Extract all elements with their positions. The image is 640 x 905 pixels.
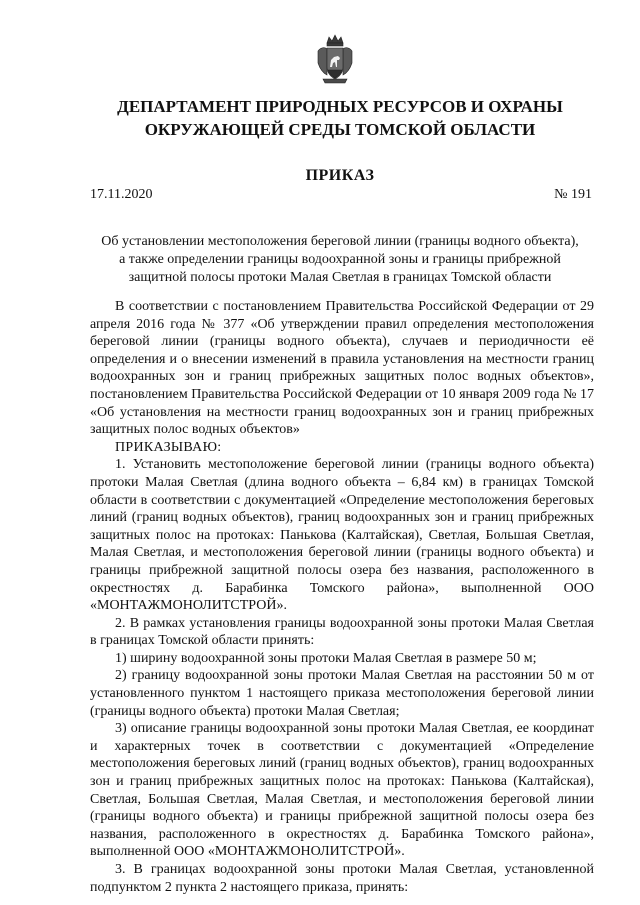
prikazyvayu-heading: ПРИКАЗЫВАЮ: (115, 439, 222, 455)
item-2-paragraph: 2. В рамках установления границы водоохранной зоны протоки Малая Светлая в границах Томской области принять: (90, 615, 594, 649)
subject-line-3: защитной полосы протоки Малая Светлая в границах Томской области (128, 270, 552, 285)
preamble-paragraph: В соответствии с постановлением Правительства Российской Федерации от 29 апреля 2016 года № 377 «Об утверждении правил определения местоположения береговой линии (границы водного объекта), случаев и периодичности её определения и о внесении изменений в правила установления на местности границ водоохранных зон и границ прибрежных защитных полос водных объектов», постановлением Правительства Российской Федерации от 10 января 2009 года № 17 «Об установления на местности границ водоохранных зон и границ прибрежных защитных полос водных объектов» (90, 299, 594, 438)
order-number: № 191 (554, 187, 592, 202)
item-2-2-paragraph: 2) границу водоохранной зоны протоки Малая Светлая на расстоянии 50 м от установленного пунктом 1 настоящего приказа местоположения береговой линии (границы водного объекта) протоки Малая Светлая; (90, 668, 594, 719)
item-2-3-paragraph: 3) описание границы водоохранной зоны протоки Малая Светлая, ее координат и характерных точек в соответствии с документацией «Определение местоположения береговых линий (границ водных объектов), границ водоохранных зон и границ прибрежных защитных полос на протоках: Панькова (Калтайская), Светлая, Большая Светлая, Малая Светлая, и местоположения береговой линии (границы водного объекта) и границы прибрежной защитной полосы озера без названия, расположенного в окрестностях д. Барабинка Томского района», выполненной ООО «МОНТАЖМОНОЛИТСТРОЙ». (90, 721, 594, 860)
subject-line-2: а также определении границы водоохранной зоны и границы прибрежной (119, 252, 561, 267)
coat-of-arms-icon (315, 33, 355, 85)
order-title: ПРИКАЗ (305, 167, 375, 184)
order-date: 17.11.2020 (90, 187, 153, 202)
item-2-1-paragraph: 1) ширину водоохранной зоны протоки Малая Светлая в размере 50 м; (115, 650, 537, 666)
order-body (90, 298, 594, 896)
order-subject (90, 233, 590, 287)
department-line-2: ОКРУЖАЮЩЕЙ СРЕДЫ ТОМСКОЙ ОБЛАСТИ (144, 120, 536, 139)
subject-line-1: Об установлении местоположения береговой линии (границы водного объекта), (101, 234, 579, 249)
item-3-paragraph: 3. В границах водоохранной зоны протоки Малая Светлая, установленной подпунктом 2 пункта 2 настоящего приказа, принять: (90, 862, 594, 895)
department-line-1: ДЕПАРТАМЕНТ ПРИРОДНЫХ РЕСУРСОВ И ОХРАНЫ (117, 97, 563, 116)
item-1-paragraph: 1. Установить местоположение береговой линии (границы водного объекта) протоки Малая Светлая (длина водного объекта – 6,84 км) в границах Томской области в соответствии с документацией «Определение местоположения береговых линий (границ водных объектов), границ водоохранных зон и границ прибрежных защитных полос на протоках: Панькова (Калтайская), Светлая, Большая Светлая, Малая Светлая, и местоположения береговой линии (границы водного объекта) и границы прибрежной защитной полосы озера без названия, расположенного в окрестностях д. Барабинка Томского района», выполненной ООО «МОНТАЖМОНОЛИТСТРОЙ». (90, 457, 594, 614)
department-header (60, 95, 620, 141)
